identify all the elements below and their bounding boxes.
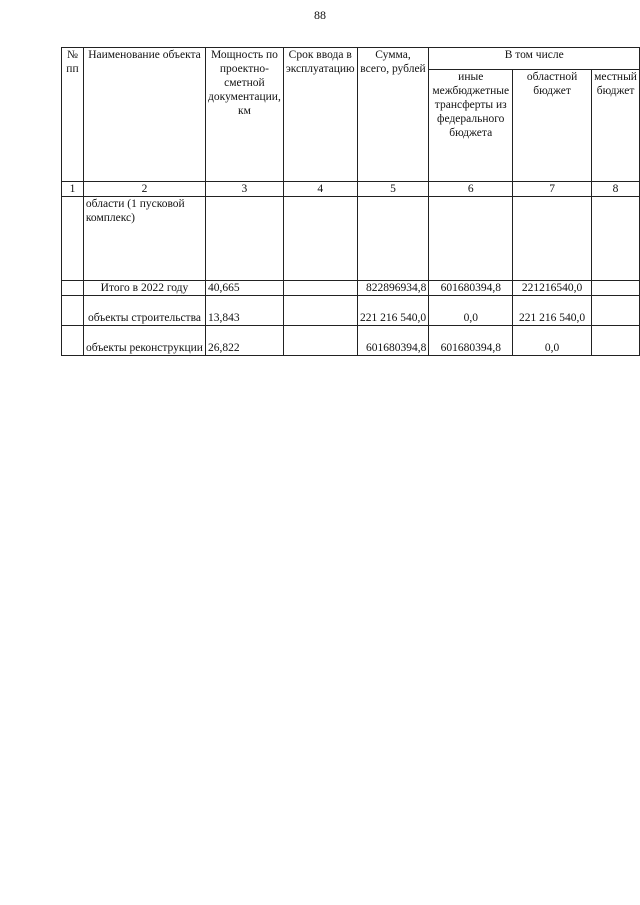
row-sum: 601680394,8 [357, 326, 429, 356]
row-regional: 221216540,0 [513, 281, 592, 296]
row-name: области (1 пусковой комплекс) [83, 197, 205, 281]
table-row [62, 296, 640, 326]
row-capacity: 13,843 [206, 296, 284, 326]
colnum-1: 1 [62, 182, 84, 197]
budget-table [61, 47, 640, 356]
row-sum: 221 216 540,0 [357, 296, 429, 326]
row-federal: 0,0 [429, 296, 513, 326]
header-name: Наименование объекта [83, 48, 205, 182]
row-federal: 601680394,8 [429, 281, 513, 296]
colnum-3: 3 [206, 182, 284, 197]
header-term: Срок ввода в эксплуатацию [283, 48, 357, 182]
colnum-5: 5 [357, 182, 429, 197]
colnum-7: 7 [513, 182, 592, 197]
colnum-8: 8 [592, 182, 640, 197]
header-capacity: Мощность по проектно-сметной документации, км [206, 48, 284, 182]
colnum-6: 6 [429, 182, 513, 197]
table-row [62, 326, 640, 356]
header-regional: областной бюджет [513, 70, 592, 182]
row-capacity: 26,822 [206, 326, 284, 356]
header-sum: Сумма, всего, рублей [357, 48, 429, 182]
row-regional: 0,0 [513, 326, 592, 356]
header-num: № пп [62, 48, 84, 182]
row-name: объекты реконструкции [83, 326, 205, 356]
header-federal: иные межбюджетные трансферты из федерального бюджета [429, 70, 513, 182]
row-capacity: 40,665 [206, 281, 284, 296]
page-number: 88 [314, 8, 326, 22]
header-group: В том числе [429, 48, 640, 70]
row-sum: 822896934,8 [357, 281, 429, 296]
row-federal: 601680394,8 [429, 326, 513, 356]
row-name: Итого в 2022 году [83, 281, 205, 296]
table-row [62, 281, 640, 296]
row-name: объекты строительства [83, 296, 205, 326]
header-local: местный бюджет [592, 70, 640, 182]
colnum-4: 4 [283, 182, 357, 197]
table-row [62, 197, 640, 281]
row-regional: 221 216 540,0 [513, 296, 592, 326]
colnum-2: 2 [83, 182, 205, 197]
